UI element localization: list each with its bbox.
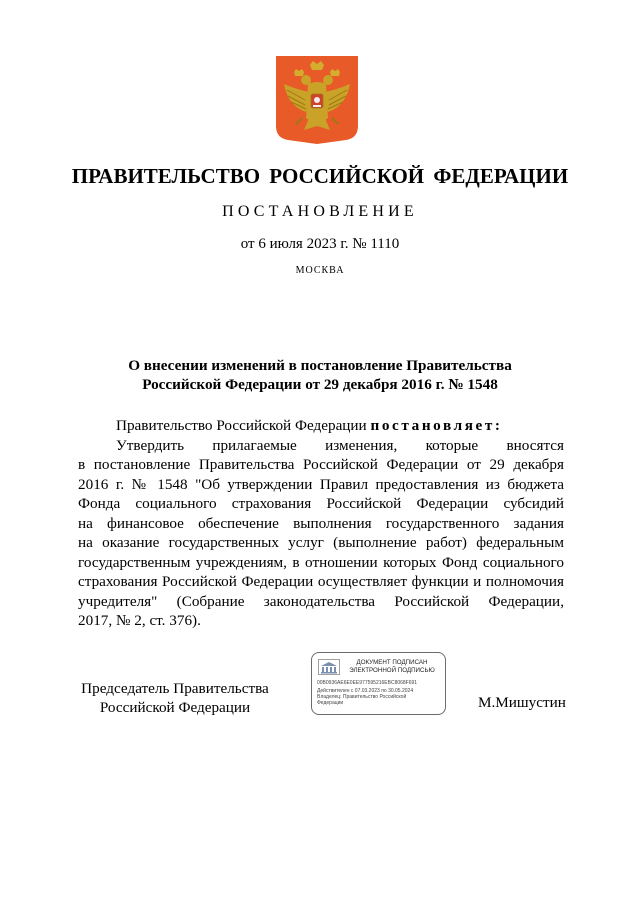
operative-paragraph [78, 436, 564, 631]
paragraph-line: в постановление Правительства Российской Федерации от 29 декабря [78, 456, 564, 473]
signer-position-line: Российской Федерации [99, 699, 251, 716]
signer-position-line: Председатель Правительства [81, 680, 269, 697]
government-title: ПРАВИТЕЛЬСТВО РОССИЙСКОЙ ФЕДЕРАЦИИ [71, 164, 569, 188]
electronic-signature-stamp [311, 652, 446, 715]
document-type: ПОСТАНОВЛЕНИЕ [222, 203, 418, 220]
preamble-text: Правительство Российской Федерации [116, 417, 371, 434]
paragraph-line: учредителя" (Собрание законодательства Российской Федерации, [78, 592, 564, 610]
paragraph-line: страхования Российской Федерации осуществляет функции и полномочия [78, 573, 564, 590]
stamp-title-line: ДОКУМЕНТ ПОДПИСАН [356, 659, 428, 666]
building-icon [318, 659, 340, 675]
subject-line: О внесении изменений в постановление Правительства [128, 357, 512, 374]
decree-date-number: от 6 июля 2023 г. № 1110 [240, 236, 400, 252]
paragraph-line: государственным учреждениям, в отношении которых Фонд социального [78, 553, 564, 571]
paragraph-line: 2017, № 2, ст. 376). [78, 612, 201, 629]
stamp-title [342, 659, 442, 675]
signer-position [70, 679, 280, 717]
preamble-action: постановляет: [370, 417, 503, 434]
stamp-title-line: ЭЛЕКТРОННОЙ ПОДПИСЬЮ [349, 667, 435, 674]
paragraph-line: Фонда социального страхования Российской Федерации субсидий [78, 495, 564, 512]
stamp-validity: Действителен с 07.03.2023 по 30.05.2024 [317, 688, 414, 694]
stamp-owner: Владелец: Правительство Российской [317, 694, 407, 700]
preamble-paragraph [78, 416, 564, 436]
paragraph-line: 2016 г. № 1548 "Об утверждении Правил предоставления из бюджета [78, 475, 564, 493]
decree-subject [80, 356, 560, 394]
stamp-owner: Федерации [317, 700, 344, 706]
stamp-certificate: 00B0936AE6E0EE977595216EBC8068F691 [317, 680, 418, 686]
paragraph-line: на оказание государственных услуг (выполнение работ) федеральным [78, 534, 564, 551]
city-name: МОСКВА [295, 265, 345, 276]
signer-name: М.Мишустин [478, 694, 566, 711]
coat-of-arms-emblem [276, 56, 358, 144]
decree-body [78, 416, 564, 631]
paragraph-line: на финансовое обеспечение выполнения государственного задания [78, 514, 564, 532]
paragraph-line: Утвердить прилагаемые изменения, которые вносятся [116, 436, 564, 454]
subject-line: Российской Федерации от 29 декабря 2016 г. № 1548 [142, 376, 498, 393]
